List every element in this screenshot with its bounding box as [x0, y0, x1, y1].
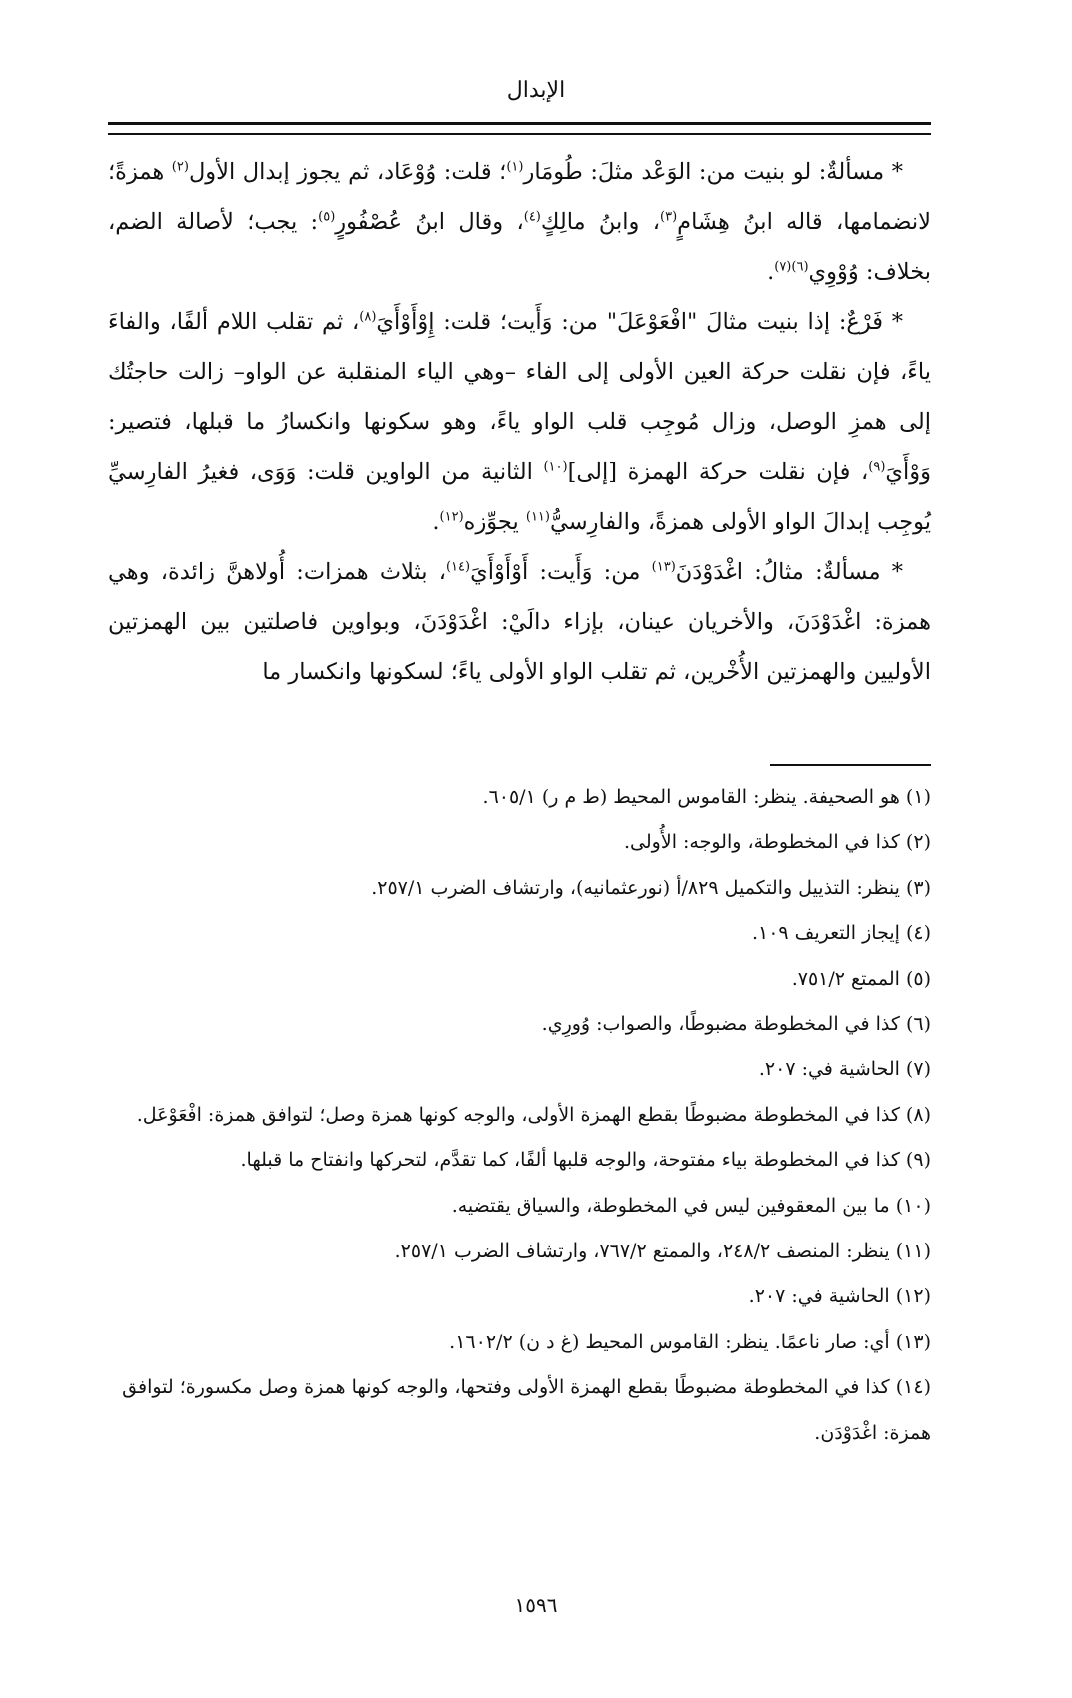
footnote-marker: (١٣)	[651, 559, 676, 575]
footnote-13: (١٣) أي: صار ناعمًا. ينظر: القاموس المحيط (غ د ن) ١٦٠٢/٢.	[449, 1330, 931, 1353]
text-run: يجوِّزه	[463, 509, 526, 535]
footnote-marker: (٢)	[171, 159, 189, 175]
footnote-3: (٣) ينظر: التذييل والتكميل ٨٢٩/أ (نورعثمانيه)، وارتشاف الضرب ٢٥٧/١.	[371, 876, 931, 899]
text-run: همزةً؛ لانضمامها، قاله ابنُ هِشَامٍ	[108, 159, 931, 235]
text-run: من: وَأَيت: أَوْأَوْأَيَ	[470, 559, 652, 585]
text-run: * فَرْعٌ: إذا بنيت مثالَ "افْعَوْعَلَ" من: وَأَيت؛ قلت: إِوْأَوْأَيَ	[376, 309, 903, 335]
text-run: ، وابنُ مالِكٍ	[540, 209, 660, 235]
header-rule-thin	[108, 133, 931, 135]
footnote-8: (٨) كذا في المخطوطة مضبوطًا بقطع الهمزة الأولى، والوجه كونها همزة وصل؛ لتوافق همزة: افْعَوْعَل.	[136, 1103, 931, 1126]
text-run: * مسألةٌ: لو بنيت من: الوَعْد مثلَ: طُومَار	[523, 159, 904, 185]
text-run: ، فإن نقلت حركة الهمزة [إلى]	[567, 459, 869, 485]
footnote-marker: (٨)	[359, 309, 377, 325]
footnote-marker: (١٢)	[439, 509, 464, 525]
paragraph-3	[108, 547, 931, 697]
footnote-10: (١٠) ما بين المعقوفين ليس في المخطوطة، والسياق يقتضيه.	[451, 1194, 931, 1217]
footnote-marker: (٣)	[660, 209, 678, 225]
footnote-2: (٢) كذا في المخطوطة، والوجه: الأُولى.	[624, 831, 931, 854]
footnote-marker: (٦)(٧)	[774, 259, 809, 275]
footnote-14: (١٤) كذا في المخطوطة مضبوطًا بقطع الهمزة الأولى وفتحها، والوجه كونها همزة وصل مكسورة؛ لتوافق همزة: اغْدَوْدَن.	[122, 1376, 931, 1444]
text-run: * مسألةٌ: مثالُ: اغْدَوْدَنَ	[675, 559, 904, 585]
footnote-9: (٩) كذا في المخطوطة بياء مفتوحة، والوجه قلبها ألفًا، كما تقدَّم، لتحركها وانفتاح ما قبلها.	[240, 1149, 931, 1172]
footnote-marker: (١٠)	[543, 459, 568, 475]
page-number: ١٥٩٦	[514, 1593, 558, 1617]
footnote-marker: (٤)	[523, 209, 541, 225]
text-run: ، بثلاث همزات: أُولاهنَّ زائدة، وهي همزة: اغْدَوْدَنَ، والأخريان عينان، بإزاء دالَيْ: اغْدَوْدَنَ، وبواوين فاصلتين بين الهمزتين الأوليين والهمزتين الأُخْرين، ثم تقلب الواو الأولى ياءً؛ لسكونها وانكسار ما	[108, 559, 931, 685]
footnote-marker: (١١)	[525, 509, 550, 525]
paragraph-1	[108, 147, 931, 297]
footnote-separator	[770, 764, 931, 766]
text-run: .	[767, 259, 775, 285]
footnote-12: (١٢) الحاشية في: ٢٠٧.	[748, 1285, 931, 1308]
header-rule-thick	[108, 122, 931, 125]
running-head: الإبدال	[506, 78, 566, 103]
text-run: ، وقال ابنُ عُصْفُورٍ	[335, 209, 524, 235]
footnote-4: (٤) إيجاز التعريف ١٠٩.	[751, 922, 931, 945]
footnote-7: (٧) الحاشية في: ٢٠٧.	[758, 1058, 931, 1081]
text-run: الثانية من الواوين قلت: وَوَى، فغيرُ الفارِسيِّ يُوجِب إبدالَ الواو الأولى همزةً، والفارِسيُّ	[108, 459, 931, 535]
text-run: .	[432, 509, 440, 535]
footnote-marker: (٥)	[318, 209, 336, 225]
text-run: ؛ قلت: وُوْعَاد، ثم يجوز إبدال الأول	[188, 159, 507, 185]
footnote-6: (٦) كذا في المخطوطة مضبوطًا، والصواب: وُورِي.	[541, 1013, 931, 1036]
footnote-marker: (٩)	[868, 459, 886, 475]
text-run: : يجب؛ لأصالة الضم، بخلاف: وُوْوِي	[108, 209, 931, 285]
footnote-11: (١١) ينظر: المنصف ٢٤٨/٢، والممتع ٧٦٧/٢، وارتشاف الضرب ٢٥٧/١.	[394, 1240, 931, 1263]
footnotes	[108, 775, 931, 1456]
footnote-5: (٥) الممتع ٧٥١/٢.	[791, 967, 931, 990]
footnote-marker: (١٤)	[445, 559, 471, 575]
paragraph-2	[108, 297, 931, 547]
text-run: ، ثم تقلب اللام ألفًا، والفاءَ ياءً، فإن نقلت حركة العين الأولى إلى الفاء –وهي الياء المنقلبة عن الواو– زالت حاجتُك إلى همزِ الوصل، وزال مُوجِب قلب الواو ياءً، وهو سكونها وانكسارُ ما قبلها، فتصير: وَوْأَيَ	[108, 309, 931, 485]
footnote-marker: (١)	[506, 159, 524, 175]
main-text	[108, 147, 931, 697]
footnote-1: (١) هو الصحيفة. ينظر: القاموس المحيط (ط م ر) ٦٠٥/١.	[482, 786, 931, 808]
